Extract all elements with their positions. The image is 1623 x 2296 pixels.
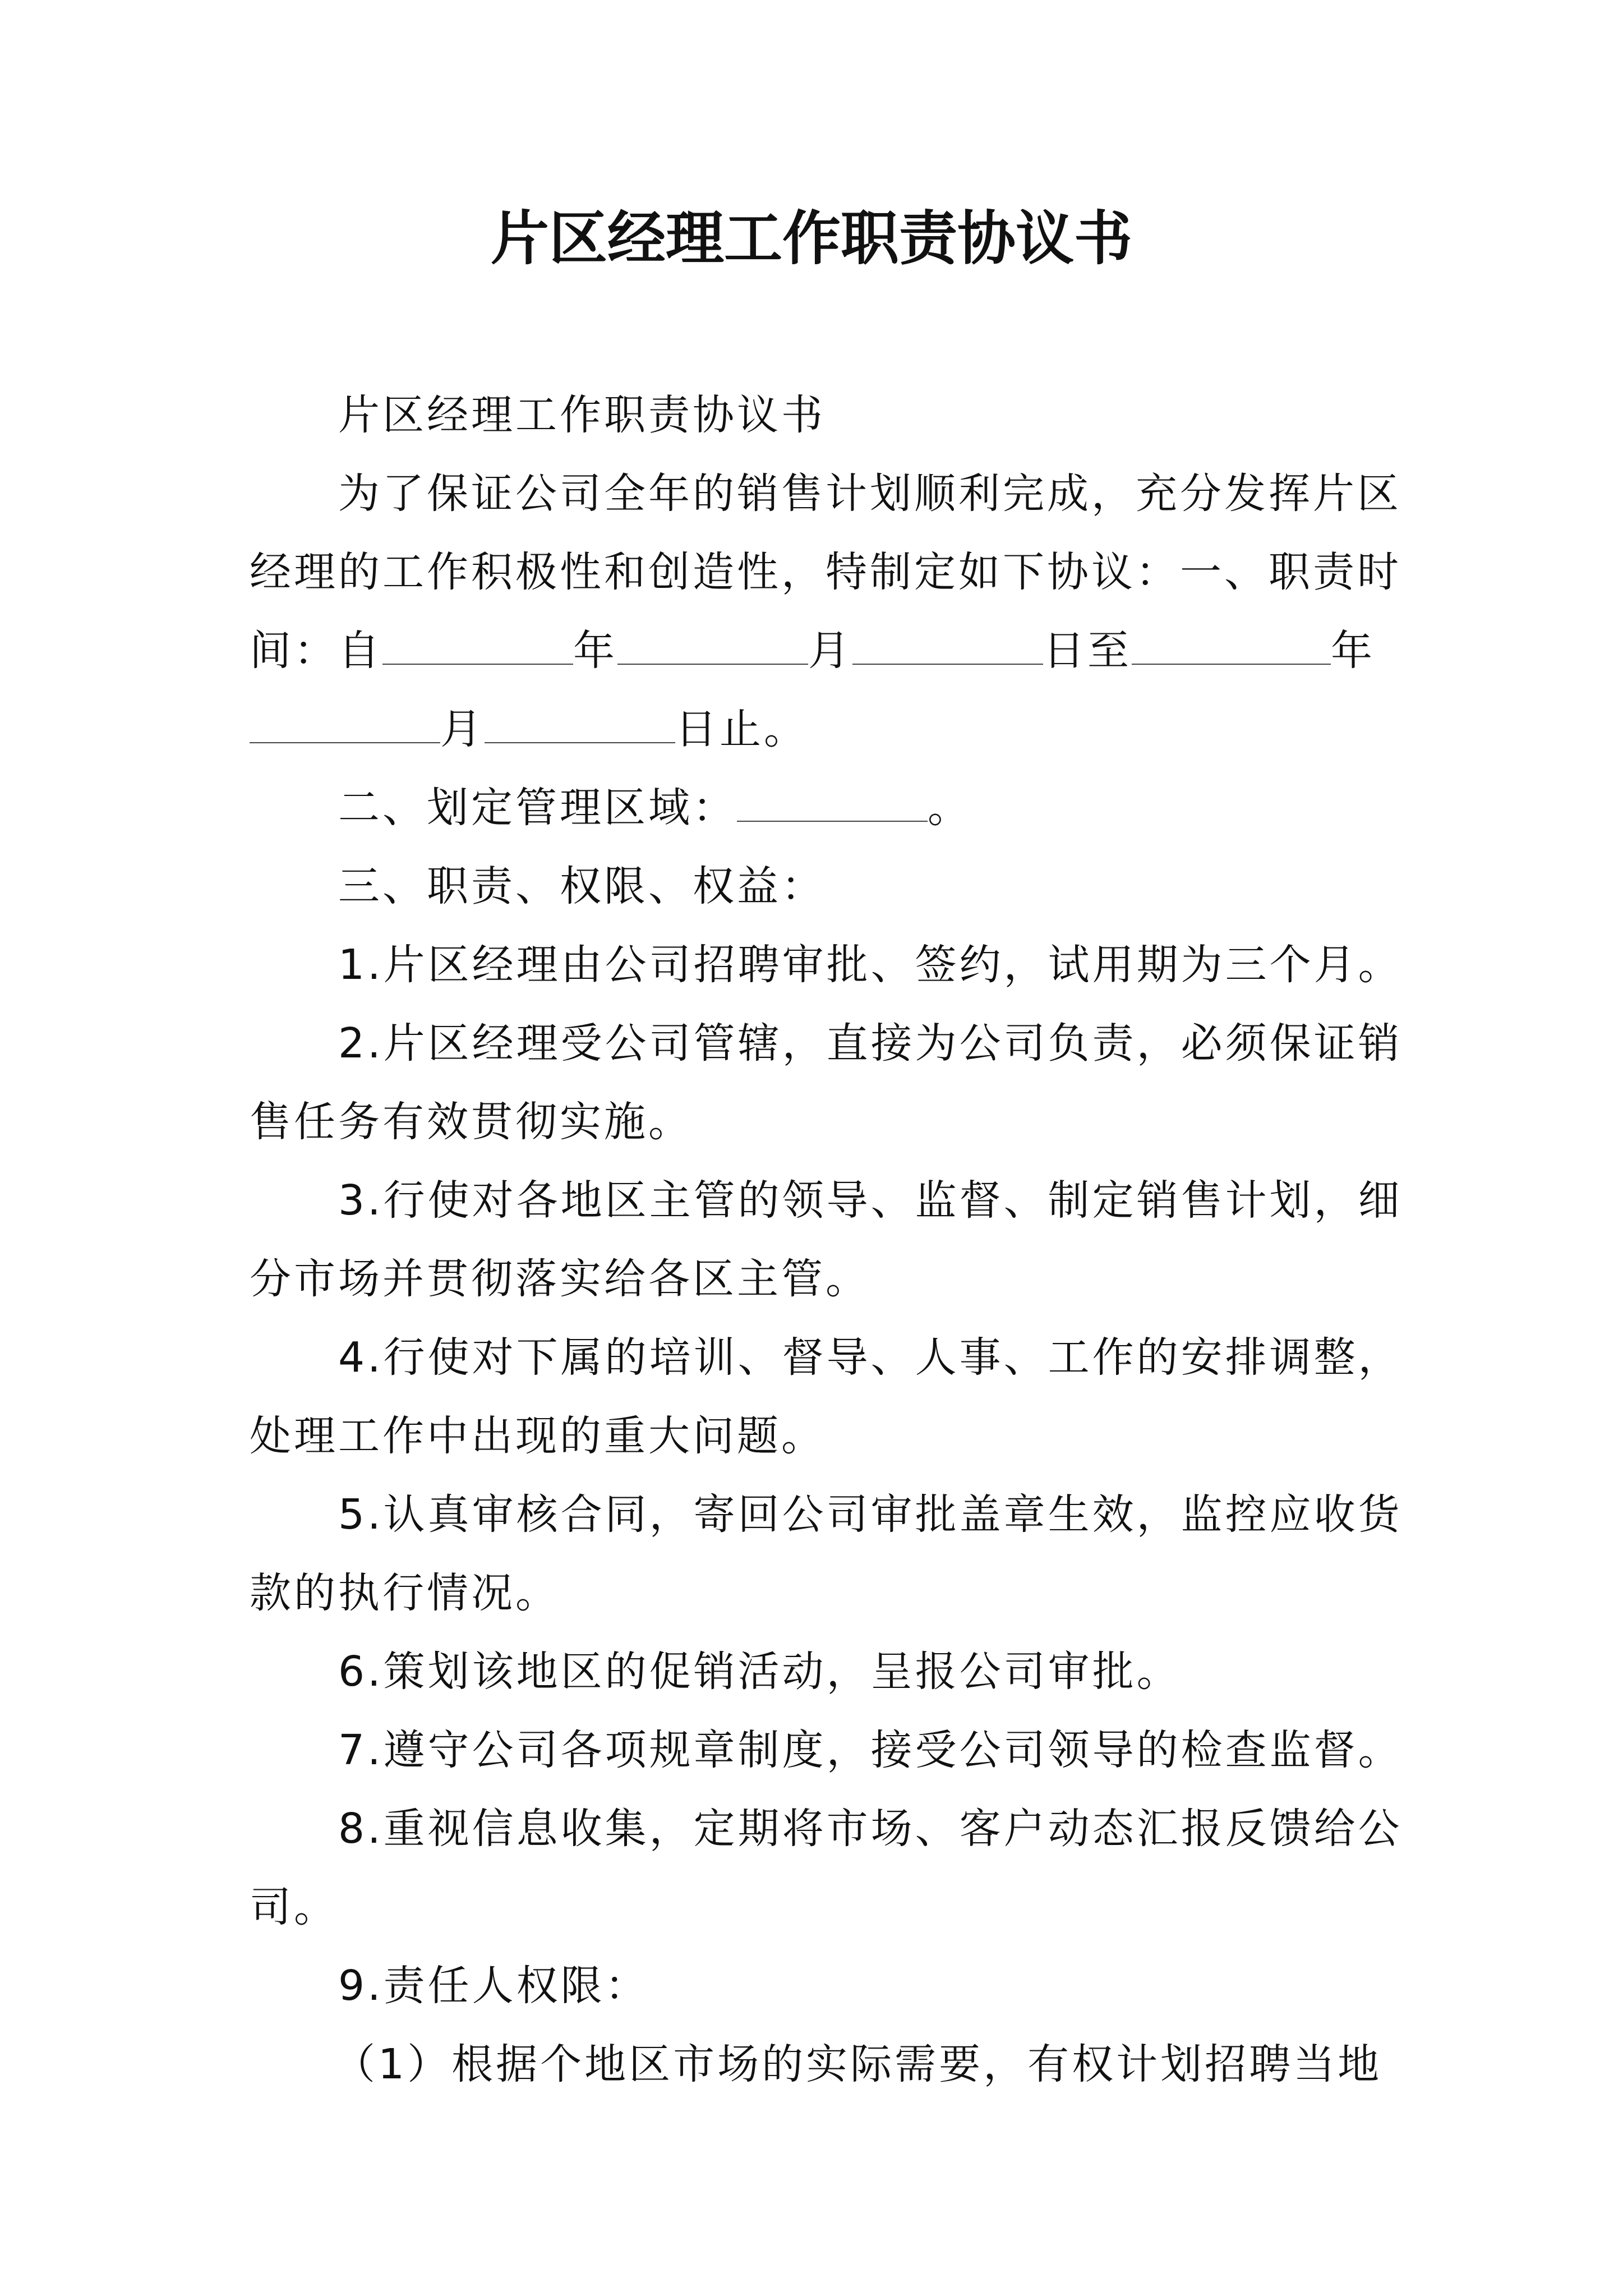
item-9-sub-1: （1）根据个地区市场的实际需要，有权计划招聘当地 <box>334 2040 1382 2088</box>
term-year-label-2: 年 <box>1331 627 1375 675</box>
end-year-blank[interactable] <box>1132 628 1331 665</box>
item-3-line-1: 3.行使对各地区主管的领导、监督、制定销售计划，细 <box>338 1176 1403 1225</box>
intro-line-1: 为了保证公司全年的销售计划顺利完成，充分发挥片区 <box>338 470 1401 518</box>
start-year-blank[interactable] <box>382 628 573 665</box>
intro-line-2: 经理的工作积极性和创造性，特制定如下协议：一、职责时 <box>250 548 1401 596</box>
item-5-line-1: 5.认真审核合同，寄回公司审批盖章生效，监控应收货 <box>338 1490 1403 1539</box>
end-day-blank[interactable] <box>485 706 675 743</box>
section-2-end: 。 <box>928 784 972 832</box>
item-8-line-2: 司。 <box>250 1883 338 1931</box>
section-3-heading: 三、职责、权限、权益： <box>338 862 826 910</box>
item-8-line-1: 8.重视信息收集，定期将市场、客户动态汇报反馈给公 <box>338 1805 1403 1853</box>
item-5-line-2: 款的执行情况。 <box>250 1569 560 1617</box>
term-line-2 <box>250 690 1388 769</box>
section-2-label: 二、划定管理区域： <box>338 784 737 832</box>
item-2-line-2: 售任务有效贯彻实施。 <box>250 1098 693 1146</box>
item-4-line-1: 4.行使对下属的培训、督导、人事、工作的安排调整， <box>338 1333 1403 1382</box>
end-month-blank[interactable] <box>250 706 440 743</box>
item-6: 6.策划该地区的促销活动，呈报公司审批。 <box>338 1648 1181 1696</box>
term-month-label-1: 月 <box>808 627 852 675</box>
subtitle-paragraph: 片区经理工作职责协议书 <box>338 391 826 439</box>
item-1: 1.片区经理由公司招聘审批、签约，试用期为三个月。 <box>338 941 1403 989</box>
item-2-line-1: 2.片区经理受公司管辖，直接为公司负责，必须保证销 <box>338 1019 1403 1068</box>
section-2-line <box>250 769 1388 847</box>
term-end-label: 日止。 <box>675 705 808 753</box>
item-7: 7.遵守公司各项规章制度，接受公司领导的检查监督。 <box>338 1726 1403 1774</box>
term-year-label-1: 年 <box>573 627 617 675</box>
term-prefix: 间：自 <box>250 627 382 675</box>
document-title: 片区经理工作职责协议书 <box>490 204 1132 273</box>
term-line-1 <box>250 611 1388 690</box>
document-body <box>250 376 1403 2104</box>
start-day-blank[interactable] <box>852 628 1043 665</box>
term-day-to-label: 日至 <box>1043 627 1132 675</box>
region-blank[interactable] <box>737 785 928 822</box>
item-3-line-2: 分市场并贯彻落实给各区主管。 <box>250 1255 870 1303</box>
term-month-label-2: 月 <box>440 705 485 753</box>
item-9: 9.责任人权限： <box>338 1962 649 2010</box>
start-month-blank[interactable] <box>617 628 808 665</box>
item-4-line-2: 处理工作中出现的重大问题。 <box>250 1412 826 1460</box>
